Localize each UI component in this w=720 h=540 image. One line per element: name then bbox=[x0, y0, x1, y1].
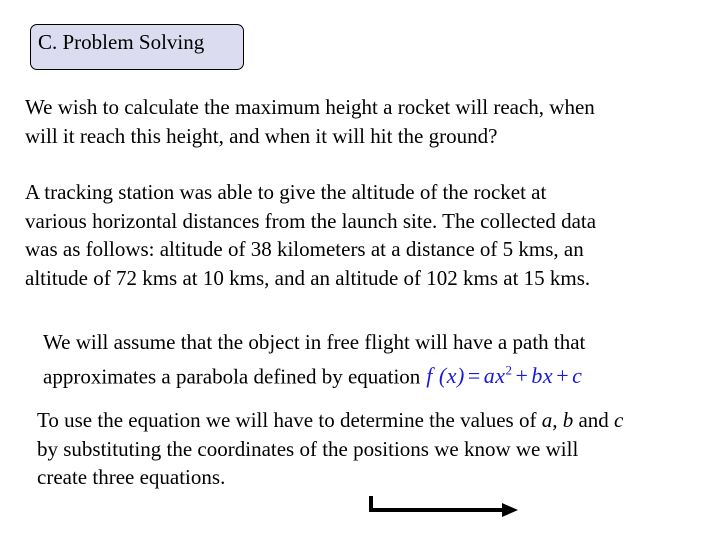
method-paragraph bbox=[37, 406, 623, 492]
text-line bbox=[43, 357, 585, 391]
equation-plus: + bbox=[515, 362, 529, 388]
equation-term-a: ax bbox=[483, 362, 506, 388]
equation-term-b: bx bbox=[531, 362, 554, 388]
text-line: various horizontal distances from the launch site. The collected data bbox=[25, 208, 597, 233]
text-fragment: and bbox=[578, 408, 609, 432]
assumption-paragraph bbox=[43, 328, 585, 390]
variables-ab: a, b bbox=[541, 408, 574, 432]
text-fragment: approximates a parabola defined by equation bbox=[43, 363, 421, 388]
parabola-equation bbox=[426, 363, 582, 388]
equation-plus: + bbox=[556, 362, 570, 388]
variable-c: c bbox=[614, 408, 624, 432]
equation-exponent: 2 bbox=[505, 362, 513, 378]
text-line: will it reach this height, and when it will hit the ground? bbox=[25, 123, 498, 148]
section-label: C. Problem Solving bbox=[30, 24, 244, 70]
equation-term-c: c bbox=[572, 362, 583, 388]
right-arrow-icon bbox=[368, 494, 520, 520]
text-fragment: To use the equation we will have to determine the values of bbox=[37, 408, 537, 432]
text-line: We wish to calculate the maximum height a rocket will reach, when bbox=[25, 95, 595, 119]
text-line: by substituting the coordinates of the positions we know we will bbox=[37, 436, 579, 461]
problem-statement bbox=[25, 93, 595, 150]
equation-equals: = bbox=[467, 362, 481, 388]
tracking-data-paragraph bbox=[25, 178, 596, 292]
equation-lhs: f (x) bbox=[426, 362, 465, 388]
text-line: was as follows: altitude of 38 kilometers at a distance of 5 kms, an bbox=[25, 237, 584, 261]
text-line: create three equations. bbox=[37, 465, 226, 489]
text-line: A tracking station was able to give the altitude of the rocket at bbox=[25, 180, 547, 204]
text-line: altitude of 72 kms at 10 kms, and an altitude of 102 kms at 15 kms. bbox=[25, 265, 591, 290]
text-line bbox=[37, 406, 623, 435]
text-line: We will assume that the object in free flight will have a path that bbox=[43, 330, 586, 354]
